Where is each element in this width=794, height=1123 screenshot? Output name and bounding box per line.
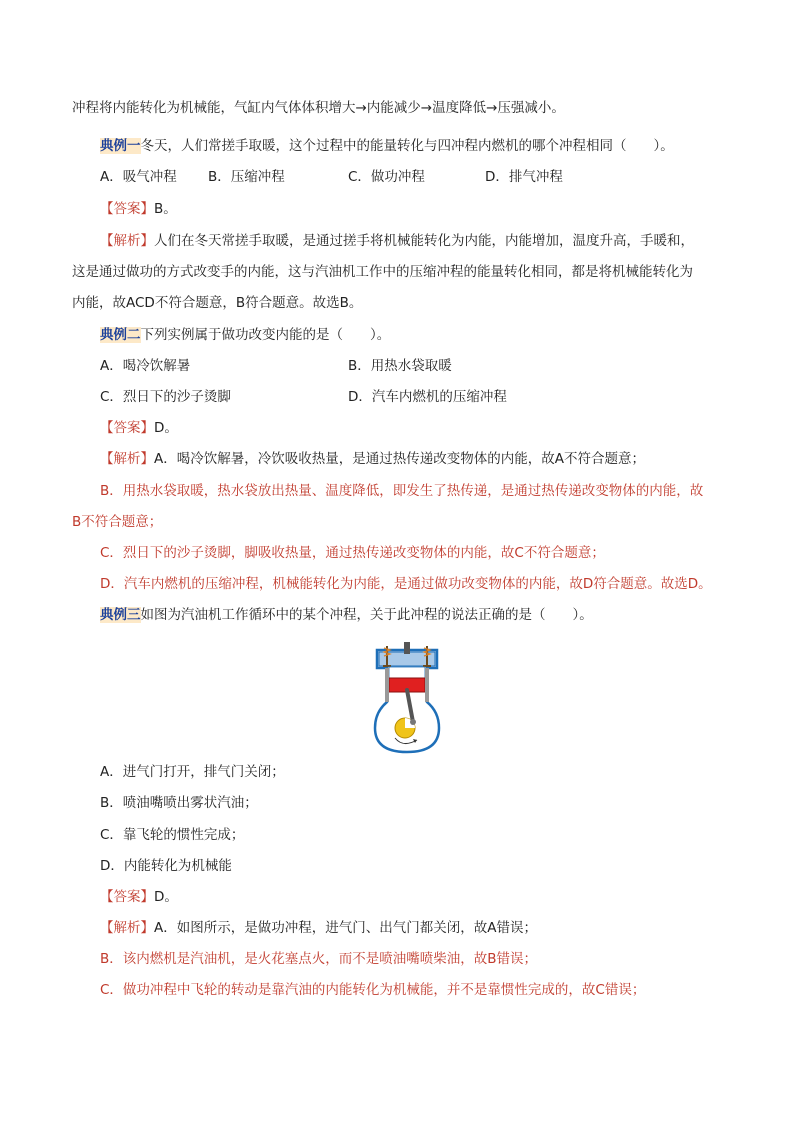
example-3-option-b: B．喷油嘴喷出雾状汽油； <box>100 795 258 811</box>
analysis-text: A．如图所示，是做功冲程，进气门、出气门都关闭，故A错误； <box>154 920 537 936</box>
example-3-analysis-a <box>100 918 537 938</box>
analysis-label: 【解析】 <box>100 233 154 249</box>
example-3-option-a: A．进气门打开，排气门关闭； <box>100 764 285 780</box>
analysis-label: 【解析】 <box>100 920 154 936</box>
example-2-analysis-a <box>100 449 645 469</box>
answer-label: 【答案】 <box>100 889 154 905</box>
example-3-analysis-b: B．该内燃机是汽油机，是火花塞点火，而不是喷油嘴喷柴油，故B错误； <box>100 951 538 967</box>
example-1-analysis-line-3: 内能，故ACD不符合题意，B符合题意。故选B。 <box>72 295 363 311</box>
example-3-option-d: D．内能转化为机械能 <box>100 858 232 874</box>
example-1-analysis-line-2: 这是通过做功的方式改变手的内能，这与汽油机工作中的压缩冲程的能量转化相同，都是将机械能转化为 <box>72 264 693 280</box>
example-3-question <box>100 605 593 625</box>
connecting-rod <box>407 690 413 722</box>
analysis-label: 【解析】 <box>100 451 154 467</box>
analysis-text: 人们在冬天常搓手取暖，是通过搓手将机械能转化为内能，内能增加，温度升高，手暖和， <box>154 233 694 249</box>
example-1-option-a: A．吸气冲程 <box>100 169 177 185</box>
example-3-question-text: 如图为汽油机工作循环中的某个冲程，关于此冲程的说法正确的是（ ）。 <box>140 607 593 623</box>
example-1-option-d: D．排气冲程 <box>485 169 563 185</box>
example-2-question <box>100 325 390 345</box>
example-2-label: 典例二 <box>100 327 141 343</box>
rotation-arrow <box>395 738 417 744</box>
example-2-answer <box>100 418 178 438</box>
example-3-label: 典例三 <box>100 607 141 623</box>
example-2-option-c: C．烈日下的沙子烫脚 <box>100 389 231 405</box>
analysis-text: A．喝冷饮解暑，冷饮吸收热量，是通过热传递改变物体的内能，故A不符合题意； <box>154 451 645 467</box>
answer-label: 【答案】 <box>100 201 154 217</box>
example-2-question-text: 下列实例属于做功改变内能的是（ ）。 <box>140 327 391 343</box>
example-1-question <box>100 136 674 156</box>
example-2-option-d: D．汽车内燃机的压缩冲程 <box>348 389 507 405</box>
answer-value: D。 <box>154 420 178 436</box>
example-3-answer <box>100 887 178 907</box>
cylinder-wall-left <box>385 668 389 702</box>
example-2-option-b: B．用热水袋取暖 <box>348 358 452 374</box>
answer-value: B。 <box>154 201 177 217</box>
combustion-chamber <box>389 667 425 679</box>
answer-value: D。 <box>154 889 178 905</box>
engine-power-stroke-diagram <box>367 640 447 755</box>
spark-plug <box>404 642 410 654</box>
cylinder-wall-right <box>425 668 429 702</box>
example-2-analysis-c: C．烈日下的沙子烫脚，脚吸收热量，通过热传递改变物体的内能，故C不符合题意； <box>100 545 605 561</box>
example-1-option-c: C．做功冲程 <box>348 169 425 185</box>
example-1-option-b: B．压缩冲程 <box>208 169 285 185</box>
answer-label: 【答案】 <box>100 420 154 436</box>
example-2-analysis-b-line-2: B不符合题意； <box>72 514 163 530</box>
example-1-answer <box>100 199 177 219</box>
intro-text: 冲程将内能转化为机械能，气缸内气体体积增大→内能减少→温度降低→压强减小。 <box>72 100 565 116</box>
example-2-analysis-d: D．汽车内燃机的压缩冲程，机械能转化为内能，是通过做功改变物体的内能，故D符合题意。故选D。 <box>100 576 712 592</box>
example-1-question-text: 冬天，人们常搓手取暖，这个过程中的能量转化与四冲程内燃机的哪个冲程相同（ ）。 <box>140 138 674 154</box>
example-2-analysis-b-line-1: B．用热水袋取暖，热水袋放出热量、温度降低，即发生了热传递，是通过热传递改变物体的内能，故 <box>100 483 704 499</box>
rotation-arrowhead <box>413 739 417 743</box>
example-1-label: 典例一 <box>100 138 141 154</box>
example-2-option-a: A．喝冷饮解暑 <box>100 358 191 374</box>
crank-pin <box>410 719 416 725</box>
example-3-option-c: C．靠飞轮的惯性完成； <box>100 827 245 843</box>
example-1-analysis-line-1 <box>100 231 694 251</box>
example-3-analysis-c: C．做功冲程中飞轮的转动是靠汽油的内能转化为机械能，并不是靠惯性完成的，故C错误； <box>100 982 646 998</box>
